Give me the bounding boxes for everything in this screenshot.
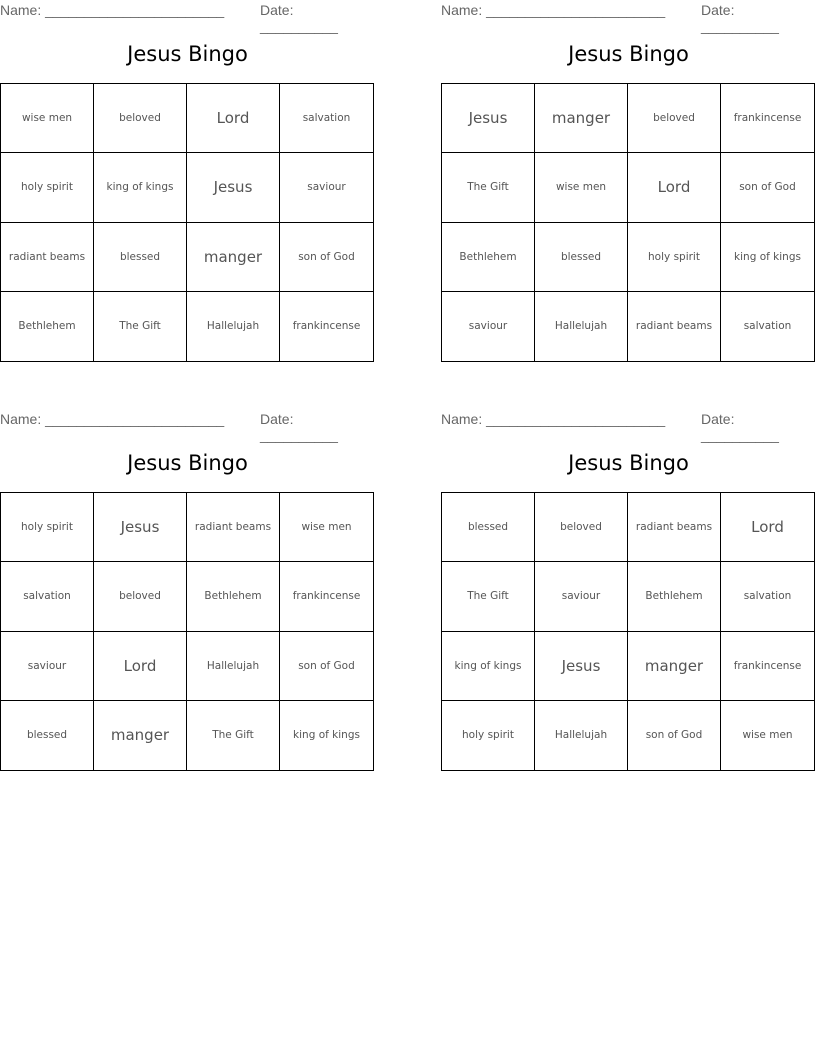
bingo-cell: son of God bbox=[280, 223, 373, 292]
bingo-cell: holy spirit bbox=[442, 701, 535, 770]
bingo-cell: radiant beams bbox=[1, 223, 94, 292]
bingo-cell: wise men bbox=[535, 153, 628, 222]
bingo-cell: Jesus bbox=[442, 84, 535, 153]
name-field: Name: _______________________ bbox=[441, 411, 666, 427]
bingo-cell: king of kings bbox=[721, 223, 814, 292]
bingo-cell: king of kings bbox=[94, 153, 187, 222]
bingo-card bbox=[441, 409, 816, 774]
bingo-cell: beloved bbox=[535, 493, 628, 562]
bingo-cell: king of kings bbox=[442, 632, 535, 701]
date-field: Date: __________ bbox=[260, 2, 338, 34]
bingo-cell: Jesus bbox=[535, 632, 628, 701]
bingo-cell: salvation bbox=[280, 84, 373, 153]
bingo-cell: Lord bbox=[628, 153, 721, 222]
bingo-cell: holy spirit bbox=[1, 153, 94, 222]
card-header bbox=[441, 2, 816, 34]
bingo-card bbox=[0, 0, 375, 365]
bingo-cell: saviour bbox=[1, 632, 94, 701]
bingo-cell: blessed bbox=[1, 701, 94, 770]
bingo-cell: son of God bbox=[280, 632, 373, 701]
bingo-grid bbox=[441, 492, 815, 771]
bingo-cell: Bethlehem bbox=[187, 562, 280, 631]
bingo-cell: son of God bbox=[721, 153, 814, 222]
bingo-cell: manger bbox=[94, 701, 187, 770]
bingo-cell: manger bbox=[535, 84, 628, 153]
bingo-grid bbox=[441, 83, 815, 362]
bingo-cell: manger bbox=[628, 632, 721, 701]
bingo-card bbox=[0, 409, 375, 774]
bingo-cell: holy spirit bbox=[628, 223, 721, 292]
bingo-cell: frankincense bbox=[721, 84, 814, 153]
bingo-cell: Lord bbox=[187, 84, 280, 153]
bingo-cell: Jesus bbox=[187, 153, 280, 222]
bingo-cell: son of God bbox=[628, 701, 721, 770]
bingo-cell: Hallelujah bbox=[535, 701, 628, 770]
card-header bbox=[441, 411, 816, 443]
name-field: Name: _______________________ bbox=[0, 2, 225, 18]
bingo-cell: The Gift bbox=[442, 153, 535, 222]
bingo-cell: frankincense bbox=[280, 562, 373, 631]
bingo-cell: Hallelujah bbox=[187, 632, 280, 701]
bingo-cell: blessed bbox=[535, 223, 628, 292]
card-title: Jesus Bingo bbox=[127, 451, 248, 475]
bingo-cell: radiant beams bbox=[628, 292, 721, 361]
bingo-cell: radiant beams bbox=[628, 493, 721, 562]
card-header bbox=[0, 2, 375, 34]
bingo-cell: The Gift bbox=[187, 701, 280, 770]
date-field: Date: __________ bbox=[701, 2, 779, 34]
bingo-cell: frankincense bbox=[721, 632, 814, 701]
card-title: Jesus Bingo bbox=[127, 42, 248, 66]
bingo-cell: salvation bbox=[1, 562, 94, 631]
bingo-cell: Hallelujah bbox=[535, 292, 628, 361]
bingo-cell: radiant beams bbox=[187, 493, 280, 562]
date-field: Date: __________ bbox=[701, 411, 779, 443]
bingo-cell: wise men bbox=[280, 493, 373, 562]
date-field: Date: __________ bbox=[260, 411, 338, 443]
name-field: Name: _______________________ bbox=[441, 2, 666, 18]
bingo-cell: frankincense bbox=[292, 320, 361, 333]
bingo-card bbox=[441, 0, 816, 365]
bingo-cell: The Gift bbox=[442, 562, 535, 631]
bingo-cell: salvation bbox=[721, 562, 814, 631]
bingo-cell: Lord bbox=[721, 493, 814, 562]
bingo-cell: saviour bbox=[442, 292, 535, 361]
bingo-cell: blessed bbox=[442, 493, 535, 562]
bingo-cell: beloved bbox=[94, 562, 187, 631]
bingo-cell: wise men bbox=[742, 729, 793, 742]
bingo-cell: manger bbox=[187, 223, 280, 292]
bingo-cell: salvation bbox=[743, 320, 792, 333]
card-title: Jesus Bingo bbox=[568, 451, 689, 475]
bingo-cell: Lord bbox=[94, 632, 187, 701]
card-header bbox=[0, 411, 375, 443]
name-field: Name: _______________________ bbox=[0, 411, 225, 427]
bingo-cell: Bethlehem bbox=[1, 292, 94, 361]
bingo-cell: saviour bbox=[535, 562, 628, 631]
bingo-cell: The Gift bbox=[94, 292, 187, 361]
bingo-cell: beloved bbox=[628, 84, 721, 153]
bingo-cell: wise men bbox=[1, 84, 94, 153]
bingo-cell: saviour bbox=[280, 153, 373, 222]
bingo-cell: blessed bbox=[94, 223, 187, 292]
bingo-cell: holy spirit bbox=[1, 493, 94, 562]
card-title: Jesus Bingo bbox=[568, 42, 689, 66]
bingo-cell: Jesus bbox=[94, 493, 187, 562]
bingo-grid bbox=[0, 492, 374, 771]
bingo-grid bbox=[0, 83, 374, 362]
bingo-cell: beloved bbox=[94, 84, 187, 153]
bingo-cell: Bethlehem bbox=[442, 223, 535, 292]
bingo-cell: Bethlehem bbox=[628, 562, 721, 631]
bingo-cell: king of kings bbox=[293, 729, 360, 742]
bingo-cell: Hallelujah bbox=[187, 292, 280, 361]
